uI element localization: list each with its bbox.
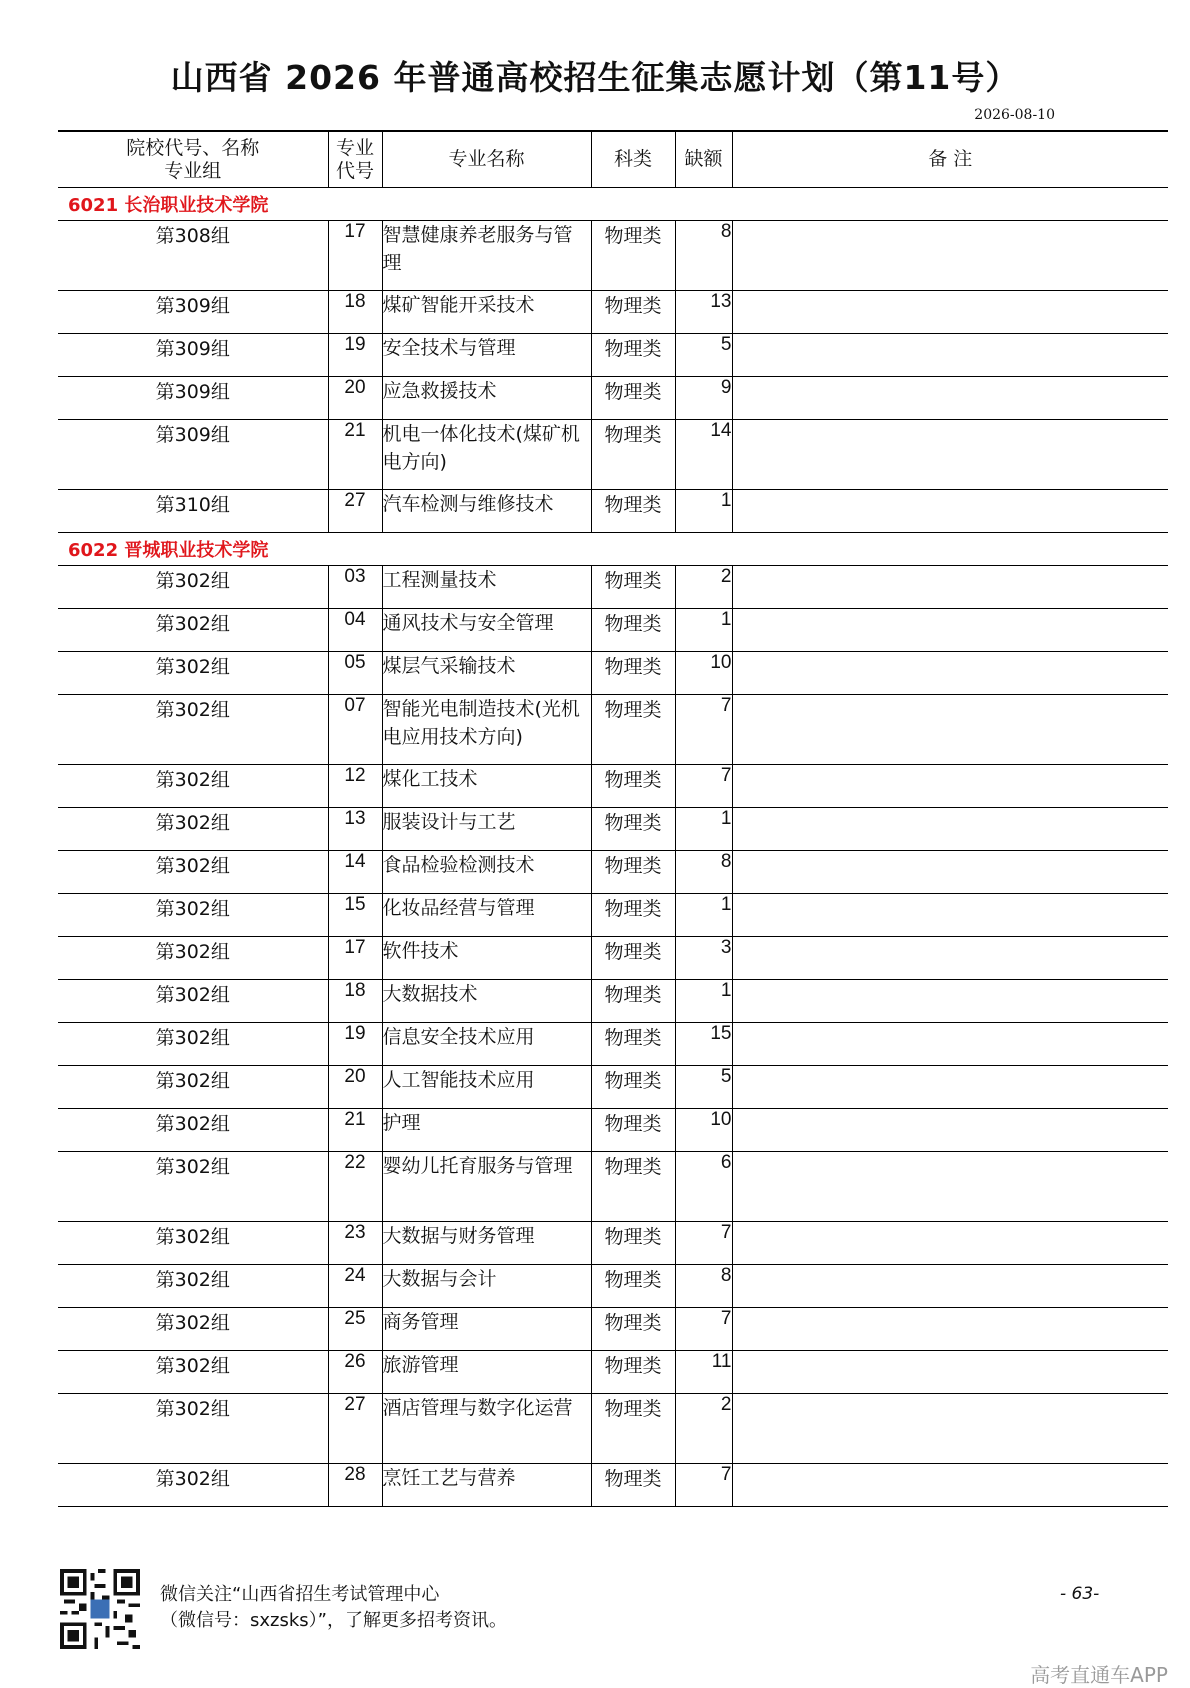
school-name: 6022 晋城职业技术学院 (58, 533, 1168, 566)
major-name-cell: 食品检验检测技术 (382, 851, 591, 894)
quota-cell: 5 (675, 1066, 732, 1109)
table-row (58, 1152, 1168, 1222)
major-code-cell: 17 (328, 221, 382, 291)
table-row (58, 420, 1168, 490)
group-cell: 第302组 (58, 566, 328, 609)
subject-type-cell: 物理类 (591, 1464, 675, 1507)
footer-line-1: 微信关注“山西省招生考试管理中心 (160, 1584, 440, 1605)
subject-type-cell: 物理类 (591, 851, 675, 894)
table-row (58, 1265, 1168, 1308)
major-code-cell: 19 (328, 1023, 382, 1066)
major-name-cell: 大数据技术 (382, 980, 591, 1023)
group-cell: 第302组 (58, 851, 328, 894)
subject-type-cell: 物理类 (591, 221, 675, 291)
group-cell: 第309组 (58, 377, 328, 420)
group-cell: 第309组 (58, 334, 328, 377)
subject-type-cell: 物理类 (591, 765, 675, 808)
major-code-cell: 12 (328, 765, 382, 808)
page-title: 山西省 2026 年普通高校招生征集志愿计划（第11号） (170, 58, 1020, 97)
quota-cell: 5 (675, 334, 732, 377)
table-row (58, 765, 1168, 808)
header-group: 院校代号、名称 专业组 (58, 131, 328, 188)
table-row (58, 1308, 1168, 1351)
group-cell: 第302组 (58, 1394, 328, 1464)
table-row (58, 566, 1168, 609)
quota-cell: 8 (675, 221, 732, 291)
quota-cell: 10 (675, 1109, 732, 1152)
subject-type-cell: 物理类 (591, 980, 675, 1023)
group-cell: 第302组 (58, 1464, 328, 1507)
note-cell (732, 1464, 1168, 1507)
major-code-cell: 22 (328, 1152, 382, 1222)
subject-type-cell: 物理类 (591, 894, 675, 937)
note-cell (732, 1109, 1168, 1152)
subject-type-cell: 物理类 (591, 1265, 675, 1308)
group-cell: 第310组 (58, 490, 328, 533)
major-code-cell: 03 (328, 566, 382, 609)
major-code-cell: 04 (328, 609, 382, 652)
major-code-cell: 26 (328, 1351, 382, 1394)
enrollment-plan-table (58, 130, 1168, 1507)
group-cell: 第302组 (58, 652, 328, 695)
quota-cell: 2 (675, 566, 732, 609)
note-cell (732, 980, 1168, 1023)
major-code-cell: 27 (328, 1394, 382, 1464)
subject-type-cell: 物理类 (591, 1222, 675, 1265)
subject-type-cell: 物理类 (591, 1066, 675, 1109)
watermark: 高考直通车APP (1030, 1663, 1168, 1687)
group-cell: 第302组 (58, 937, 328, 980)
group-cell: 第302组 (58, 808, 328, 851)
major-code-cell: 17 (328, 937, 382, 980)
major-code-cell: 23 (328, 1222, 382, 1265)
major-code-cell: 21 (328, 1109, 382, 1152)
major-name-cell: 智能光电制造技术(光机电应用技术方向) (382, 695, 591, 765)
subject-type-cell: 物理类 (591, 566, 675, 609)
quota-cell: 6 (675, 1152, 732, 1222)
major-code-cell: 20 (328, 377, 382, 420)
table-row (58, 609, 1168, 652)
quota-cell: 3 (675, 937, 732, 980)
table-row (58, 808, 1168, 851)
note-cell (732, 334, 1168, 377)
group-cell: 第302组 (58, 695, 328, 765)
header-note: 备 注 (732, 131, 1168, 188)
note-cell (732, 291, 1168, 334)
note-cell (732, 1222, 1168, 1265)
major-name-cell: 汽车检测与维修技术 (382, 490, 591, 533)
major-name-cell: 智慧健康养老服务与管理 (382, 221, 591, 291)
major-name-cell: 护理 (382, 1109, 591, 1152)
quota-cell: 11 (675, 1351, 732, 1394)
quota-cell: 1 (675, 894, 732, 937)
subject-type-cell: 物理类 (591, 937, 675, 980)
note-cell (732, 1152, 1168, 1222)
note-cell (732, 765, 1168, 808)
major-name-cell: 人工智能技术应用 (382, 1066, 591, 1109)
header-quota: 缺额 (675, 131, 732, 188)
major-name-cell: 大数据与会计 (382, 1265, 591, 1308)
subject-type-cell: 物理类 (591, 490, 675, 533)
quota-cell: 2 (675, 1394, 732, 1464)
major-code-cell: 25 (328, 1308, 382, 1351)
table-row (58, 334, 1168, 377)
major-code-cell: 21 (328, 420, 382, 490)
table-row (58, 1464, 1168, 1507)
major-name-cell: 通风技术与安全管理 (382, 609, 591, 652)
major-name-cell: 软件技术 (382, 937, 591, 980)
major-name-cell: 信息安全技术应用 (382, 1023, 591, 1066)
subject-type-cell: 物理类 (591, 377, 675, 420)
major-code-cell: 18 (328, 291, 382, 334)
group-cell: 第302组 (58, 1351, 328, 1394)
subject-type-cell: 物理类 (591, 1351, 675, 1394)
header-type: 科类 (591, 131, 675, 188)
note-cell (732, 420, 1168, 490)
school-row (58, 188, 1168, 221)
note-cell (732, 490, 1168, 533)
page-number: - 63- (1060, 1584, 1100, 1604)
subject-type-cell: 物理类 (591, 334, 675, 377)
major-code-cell: 13 (328, 808, 382, 851)
quota-cell: 1 (675, 808, 732, 851)
subject-type-cell: 物理类 (591, 609, 675, 652)
group-cell: 第302组 (58, 980, 328, 1023)
quota-cell: 13 (675, 291, 732, 334)
group-cell: 第302组 (58, 1109, 328, 1152)
table-body (58, 188, 1168, 1507)
note-cell (732, 609, 1168, 652)
group-cell: 第302组 (58, 765, 328, 808)
qr-code-icon (60, 1569, 140, 1649)
table-row (58, 1351, 1168, 1394)
major-name-cell: 工程测量技术 (382, 566, 591, 609)
note-cell (732, 221, 1168, 291)
quota-cell: 14 (675, 420, 732, 490)
note-cell (732, 377, 1168, 420)
subject-type-cell: 物理类 (591, 1152, 675, 1222)
major-name-cell: 安全技术与管理 (382, 334, 591, 377)
note-cell (732, 1265, 1168, 1308)
major-code-cell: 19 (328, 334, 382, 377)
table-header-row (58, 131, 1168, 188)
quota-cell: 1 (675, 980, 732, 1023)
footer-line-2: （微信号：sxzsks）”，了解更多招考资讯。 (160, 1610, 507, 1631)
table-row (58, 377, 1168, 420)
quota-cell: 1 (675, 490, 732, 533)
table-row (58, 291, 1168, 334)
header-name: 专业名称 (382, 131, 591, 188)
table-row (58, 1394, 1168, 1464)
group-cell: 第308组 (58, 221, 328, 291)
major-name-cell: 婴幼儿托育服务与管理 (382, 1152, 591, 1222)
note-cell (732, 566, 1168, 609)
major-code-cell: 27 (328, 490, 382, 533)
note-cell (732, 1308, 1168, 1351)
major-code-cell: 14 (328, 851, 382, 894)
publish-date: 2026-08-10 (974, 107, 1055, 123)
table-row (58, 1109, 1168, 1152)
quota-cell: 8 (675, 851, 732, 894)
table-row (58, 1066, 1168, 1109)
quota-cell: 7 (675, 765, 732, 808)
quota-cell: 7 (675, 1222, 732, 1265)
major-name-cell: 旅游管理 (382, 1351, 591, 1394)
group-cell: 第302组 (58, 1265, 328, 1308)
major-name-cell: 煤化工技术 (382, 765, 591, 808)
group-cell: 第309组 (58, 291, 328, 334)
note-cell (732, 1394, 1168, 1464)
major-name-cell: 烹饪工艺与营养 (382, 1464, 591, 1507)
quota-cell: 8 (675, 1265, 732, 1308)
group-cell: 第309组 (58, 420, 328, 490)
group-cell: 第302组 (58, 894, 328, 937)
footer-note (160, 1582, 507, 1634)
subject-type-cell: 物理类 (591, 1394, 675, 1464)
note-cell (732, 894, 1168, 937)
note-cell (732, 1066, 1168, 1109)
school-row (58, 533, 1168, 566)
major-name-cell: 大数据与财务管理 (382, 1222, 591, 1265)
group-cell: 第302组 (58, 1066, 328, 1109)
note-cell (732, 695, 1168, 765)
major-code-cell: 28 (328, 1464, 382, 1507)
note-cell (732, 851, 1168, 894)
subject-type-cell: 物理类 (591, 695, 675, 765)
major-code-cell: 24 (328, 1265, 382, 1308)
quota-cell: 1 (675, 609, 732, 652)
table-row (58, 695, 1168, 765)
major-name-cell: 服装设计与工艺 (382, 808, 591, 851)
subject-type-cell: 物理类 (591, 1308, 675, 1351)
note-cell (732, 652, 1168, 695)
major-name-cell: 商务管理 (382, 1308, 591, 1351)
major-code-cell: 07 (328, 695, 382, 765)
table-row (58, 851, 1168, 894)
major-name-cell: 化妆品经营与管理 (382, 894, 591, 937)
major-name-cell: 机电一体化技术(煤矿机电方向) (382, 420, 591, 490)
subject-type-cell: 物理类 (591, 1023, 675, 1066)
header-code: 专业 代号 (328, 131, 382, 188)
note-cell (732, 808, 1168, 851)
table-row (58, 221, 1168, 291)
note-cell (732, 1023, 1168, 1066)
subject-type-cell: 物理类 (591, 1109, 675, 1152)
note-cell (732, 1351, 1168, 1394)
note-cell (732, 937, 1168, 980)
subject-type-cell: 物理类 (591, 291, 675, 334)
major-code-cell: 20 (328, 1066, 382, 1109)
quota-cell: 7 (675, 1308, 732, 1351)
major-name-cell: 煤矿智能开采技术 (382, 291, 591, 334)
quota-cell: 15 (675, 1023, 732, 1066)
school-name: 6021 长治职业技术学院 (58, 188, 1168, 221)
major-code-cell: 15 (328, 894, 382, 937)
table-row (58, 937, 1168, 980)
major-name-cell: 煤层气采输技术 (382, 652, 591, 695)
table-row (58, 490, 1168, 533)
subject-type-cell: 物理类 (591, 808, 675, 851)
quota-cell: 7 (675, 695, 732, 765)
major-code-cell: 18 (328, 980, 382, 1023)
subject-type-cell: 物理类 (591, 420, 675, 490)
table-row (58, 1222, 1168, 1265)
quota-cell: 7 (675, 1464, 732, 1507)
group-cell: 第302组 (58, 1308, 328, 1351)
major-name-cell: 酒店管理与数字化运营 (382, 1394, 591, 1464)
group-cell: 第302组 (58, 1023, 328, 1066)
table-row (58, 894, 1168, 937)
major-code-cell: 05 (328, 652, 382, 695)
table-row (58, 980, 1168, 1023)
quota-cell: 9 (675, 377, 732, 420)
group-cell: 第302组 (58, 609, 328, 652)
table-row (58, 1023, 1168, 1066)
group-cell: 第302组 (58, 1222, 328, 1265)
table-row (58, 652, 1168, 695)
major-name-cell: 应急救援技术 (382, 377, 591, 420)
group-cell: 第302组 (58, 1152, 328, 1222)
subject-type-cell: 物理类 (591, 652, 675, 695)
quota-cell: 10 (675, 652, 732, 695)
